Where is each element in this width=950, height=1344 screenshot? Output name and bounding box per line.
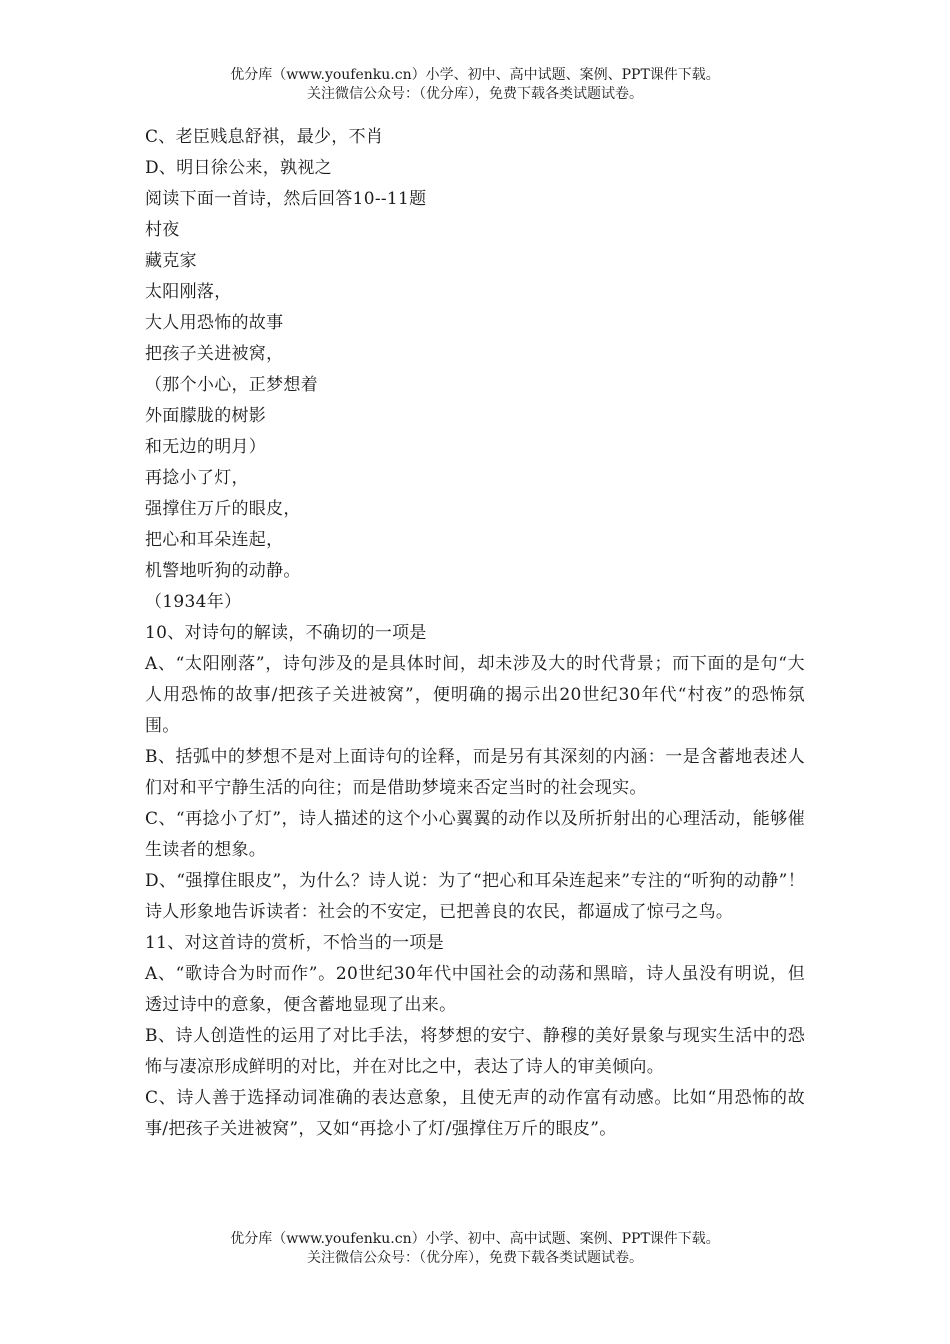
- footer-line-2: 关注微信公众号：（优分库），免费下载各类试题试卷。: [307, 1250, 643, 1266]
- poem-line: 外面朦胧的树影: [145, 406, 267, 426]
- question-10-stem: 10、对诗句的解读，不确切的一项是: [145, 623, 427, 643]
- poem-author: 藏克家: [145, 251, 197, 271]
- question-10-option-b: B、括弧中的梦想不是对上面诗句的诠释，而是另有其深刻的内涵：一是含蓄地表述人们对和平宁静生活的向往；而是借助梦境来否定当时的社会现实。: [145, 747, 805, 798]
- question-11-option-a: A、“歌诗合为时而作”。20世纪30年代中国社会的动荡和黑暗，诗人虽没有明说，但透过诗中的意象，便含蓄地显现了出来。: [145, 964, 805, 1015]
- poem-line: 太阳刚落，: [145, 282, 232, 302]
- question-11-option-c: C、诗人善于选择动词准确的表达意象，且使无声的动作富有动感。比如“用恐怖的故事/把孩子关进被窝”，又如“再捻小了灯/强撑住万斤的眼皮”。: [145, 1088, 805, 1139]
- poem-line: 和无边的明月）: [145, 437, 267, 457]
- question-10-option-c: C、“再捻小了灯”，诗人描述的这个小心翼翼的动作以及所折射出的心理活动，能够催生读者的想象。: [145, 809, 805, 860]
- reading-instruction: 阅读下面一首诗，然后回答10--11题: [145, 189, 427, 209]
- poem-line: 大人用恐怖的故事: [145, 313, 284, 333]
- option-c-prev: C、老臣贱息舒祺，最少，不肖: [145, 127, 384, 147]
- question-10-option-a: A、“太阳刚落”，诗句涉及的是具体时间，却未涉及大的时代背景；而下面的是句“大人用恐怖的故事/把孩子关进被窝”，便明确的揭示出20世纪30年代“村夜”的恐怖氛围。: [145, 654, 805, 736]
- question-11-option-b: B、诗人创造性的运用了对比手法，将梦想的安宁、静穆的美好景象与现实生活中的恐怖与凄凉形成鲜明的对比，并在对比之中，表达了诗人的审美倾向。: [145, 1026, 805, 1077]
- poem-line: （那个小心，正梦想着: [145, 375, 318, 395]
- poem-line: 把孩子关进被窝，: [145, 344, 284, 364]
- poem-line: 把心和耳朵连起，: [145, 530, 284, 550]
- poem-line: 再捻小了灯，: [145, 468, 249, 488]
- footer-line-1: 优分库（www.youfenku.cn）小学、初中、高中试题、案例、PPT课件下载。: [230, 1231, 720, 1247]
- question-11-stem: 11、对这首诗的赏析，不恰当的一项是: [145, 933, 445, 953]
- poem-title: 村夜: [145, 220, 180, 240]
- header-line-1: 优分库（www.youfenku.cn）小学、初中、高中试题、案例、PPT课件下载。: [230, 67, 720, 83]
- poem-line: 机警地听狗的动静。: [145, 561, 301, 581]
- question-10-option-d: D、“强撑住眼皮”，为什么？诗人说：为了“把心和耳朵连起来”专注的“听狗的动静”！诗人形象地告诉读者：社会的不安定，已把善良的农民，都逼成了惊弓之鸟。: [145, 871, 805, 922]
- poem-date: （1934年）: [145, 592, 242, 612]
- header-line-2: 关注微信公众号：（优分库），免费下载各类试题试卷。: [307, 86, 643, 102]
- document-body: [145, 122, 805, 1145]
- poem-line: 强撑住万斤的眼皮，: [145, 499, 301, 519]
- option-d-prev: D、明日徐公来，孰视之: [145, 158, 332, 178]
- page-header: [0, 66, 950, 104]
- page-footer: [0, 1230, 950, 1268]
